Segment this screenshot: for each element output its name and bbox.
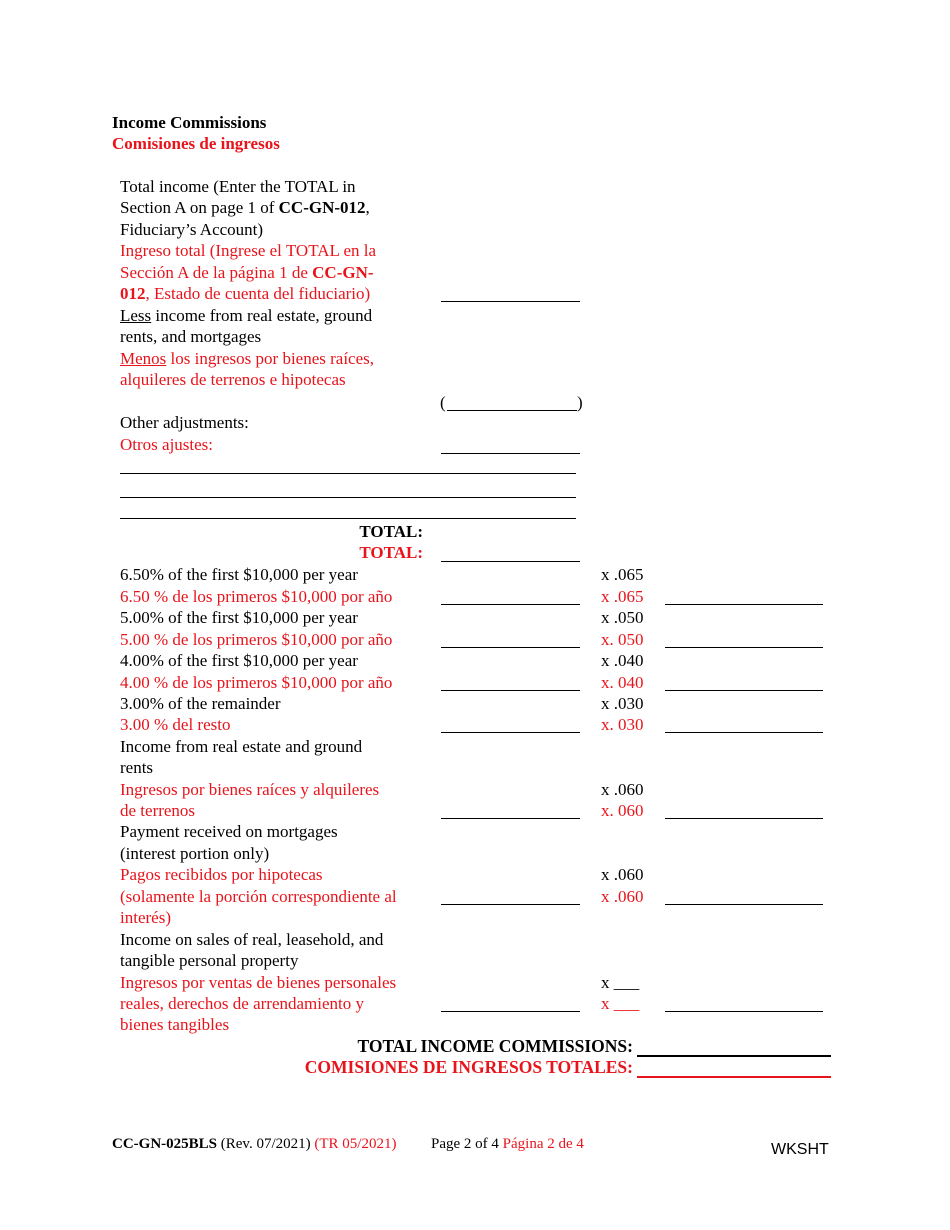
rate-result-field[interactable] [665, 647, 823, 648]
sales-label-line2: tangible personal property [120, 951, 299, 970]
sales-multiplier-spanish[interactable]: x ___ [601, 994, 640, 1013]
rate-base-field[interactable] [441, 604, 580, 605]
adjustment-line-2[interactable] [120, 497, 576, 498]
rate-label-spanish: 6.50 % de los primeros $10,000 por año [120, 587, 393, 606]
close-paren: ) [577, 393, 583, 412]
grand-total-label-spanish: COMISIONES DE INGRESOS TOTALES: [304, 1057, 633, 1077]
sales-label: Income on sales of real, leasehold, and [120, 930, 384, 949]
rate-multiplier: x .040 [601, 651, 644, 670]
total-income-label: Total income (Enter the TOTAL in [120, 177, 356, 196]
less-income-label-spanish: Menos los ingresos por bienes raíces, [120, 349, 375, 368]
less-income-label-spanish-line2: alquileres de terrenos e hipotecas [120, 370, 346, 389]
total-income-label-spanish-line3: 012, Estado de cuenta del fiduciario) [120, 284, 371, 303]
total-income-field[interactable] [441, 301, 580, 302]
total-field[interactable] [441, 561, 580, 562]
mortgages-label-spanish-line2: (solamente la porción correspondiente al [120, 887, 397, 906]
sales-label-spanish-line3: bienes tangibles [120, 1015, 230, 1034]
rate-label: 4.00% of the first $10,000 per year [120, 651, 358, 670]
mortgages-base-field[interactable] [441, 904, 580, 905]
mortgages-label: Payment received on mortgages [120, 822, 338, 841]
section-title-spanish: Comisiones de ingresos [112, 134, 280, 153]
rate-multiplier: x .030 [601, 694, 644, 713]
rate-base-field[interactable] [441, 647, 580, 648]
footer-page-number: Page 2 of 4 Página 2 de 4 [431, 1136, 584, 1152]
grand-total-field[interactable] [637, 1055, 831, 1057]
less-income-field[interactable] [447, 410, 577, 411]
rate-label-spanish: 4.00 % de los primeros $10,000 por año [120, 673, 393, 692]
adjustment-line-3[interactable] [120, 518, 576, 519]
rate-result-field[interactable] [665, 604, 823, 605]
grand-total-label: TOTAL INCOME COMMISSIONS: [357, 1036, 633, 1056]
rate-multiplier-spanish: x. 050 [601, 630, 644, 649]
total-income-label-line3: Fiduciary’s Account) [120, 220, 264, 239]
less-income-label-line2: rents, and mortgages [120, 327, 262, 346]
rate-multiplier: x .065 [601, 565, 644, 584]
mortgages-label-spanish: Pagos recibidos por hipotecas [120, 865, 323, 884]
total-income-label-spanish-line2: Sección A de la página 1 de CC-GN- [120, 263, 374, 282]
total-label: TOTAL: [359, 522, 423, 541]
total-income-label-spanish: Ingreso total (Ingrese el TOTAL en la [120, 241, 377, 260]
mortgages-multiplier: x .060 [601, 865, 644, 884]
footer-form-info: CC-GN-025BLS (Rev. 07/2021) (TR 05/2021) [112, 1136, 397, 1152]
real-estate-base-field[interactable] [441, 818, 580, 819]
footer-wksht: WKSHT [771, 1141, 829, 1158]
open-paren: ( [440, 393, 446, 412]
rate-result-field[interactable] [665, 690, 823, 691]
sales-label-spanish-line2: reales, derechos de arrendamiento y [120, 994, 365, 1013]
real-estate-label-spanish-line2: de terrenos [120, 801, 196, 820]
rate-multiplier-spanish: x. 040 [601, 673, 644, 692]
sales-base-field[interactable] [441, 1011, 580, 1012]
rate-label-spanish: 3.00 % del resto [120, 715, 231, 734]
section-title: Income Commissions [112, 113, 267, 132]
real-estate-label-spanish: Ingresos por bienes raíces y alquileres [120, 780, 380, 799]
real-estate-result-field[interactable] [665, 818, 823, 819]
real-estate-label: Income from real estate and ground [120, 737, 363, 756]
rate-label: 6.50% of the first $10,000 per year [120, 565, 358, 584]
total-label-spanish: TOTAL: [359, 543, 423, 562]
total-income-label-line2: Section A on page 1 of CC-GN-012, [120, 198, 370, 217]
rate-label-spanish: 5.00 % de los primeros $10,000 por año [120, 630, 393, 649]
real-estate-multiplier: x .060 [601, 780, 644, 799]
other-adjustments-label-spanish: Otros ajustes: [120, 435, 214, 454]
rate-label: 3.00% of the remainder [120, 694, 281, 713]
rate-multiplier: x .050 [601, 608, 644, 627]
mortgages-multiplier-spanish: x .060 [601, 887, 644, 906]
rate-base-field[interactable] [441, 690, 580, 691]
sales-label-spanish: Ingresos por ventas de bienes personales [120, 973, 397, 992]
rate-result-field[interactable] [665, 732, 823, 733]
rate-label: 5.00% of the first $10,000 per year [120, 608, 358, 627]
real-estate-multiplier-spanish: x. 060 [601, 801, 644, 820]
mortgages-label-spanish-line3: interés) [120, 908, 171, 927]
grand-total-field-spanish[interactable] [637, 1076, 831, 1078]
rate-multiplier-spanish: x. 030 [601, 715, 644, 734]
adjustment-line-1[interactable] [120, 473, 576, 474]
mortgages-label-line2: (interest portion only) [120, 844, 270, 863]
other-adjustments-field[interactable] [441, 453, 580, 454]
other-adjustments-label: Other adjustments: [120, 413, 249, 432]
real-estate-label-line2: rents [120, 758, 154, 777]
less-income-label: Less income from real estate, ground [120, 306, 373, 325]
sales-result-field[interactable] [665, 1011, 823, 1012]
sales-multiplier[interactable]: x ___ [601, 973, 640, 992]
mortgages-result-field[interactable] [665, 904, 823, 905]
rate-base-field[interactable] [441, 732, 580, 733]
rate-multiplier-spanish: x .065 [601, 587, 644, 606]
